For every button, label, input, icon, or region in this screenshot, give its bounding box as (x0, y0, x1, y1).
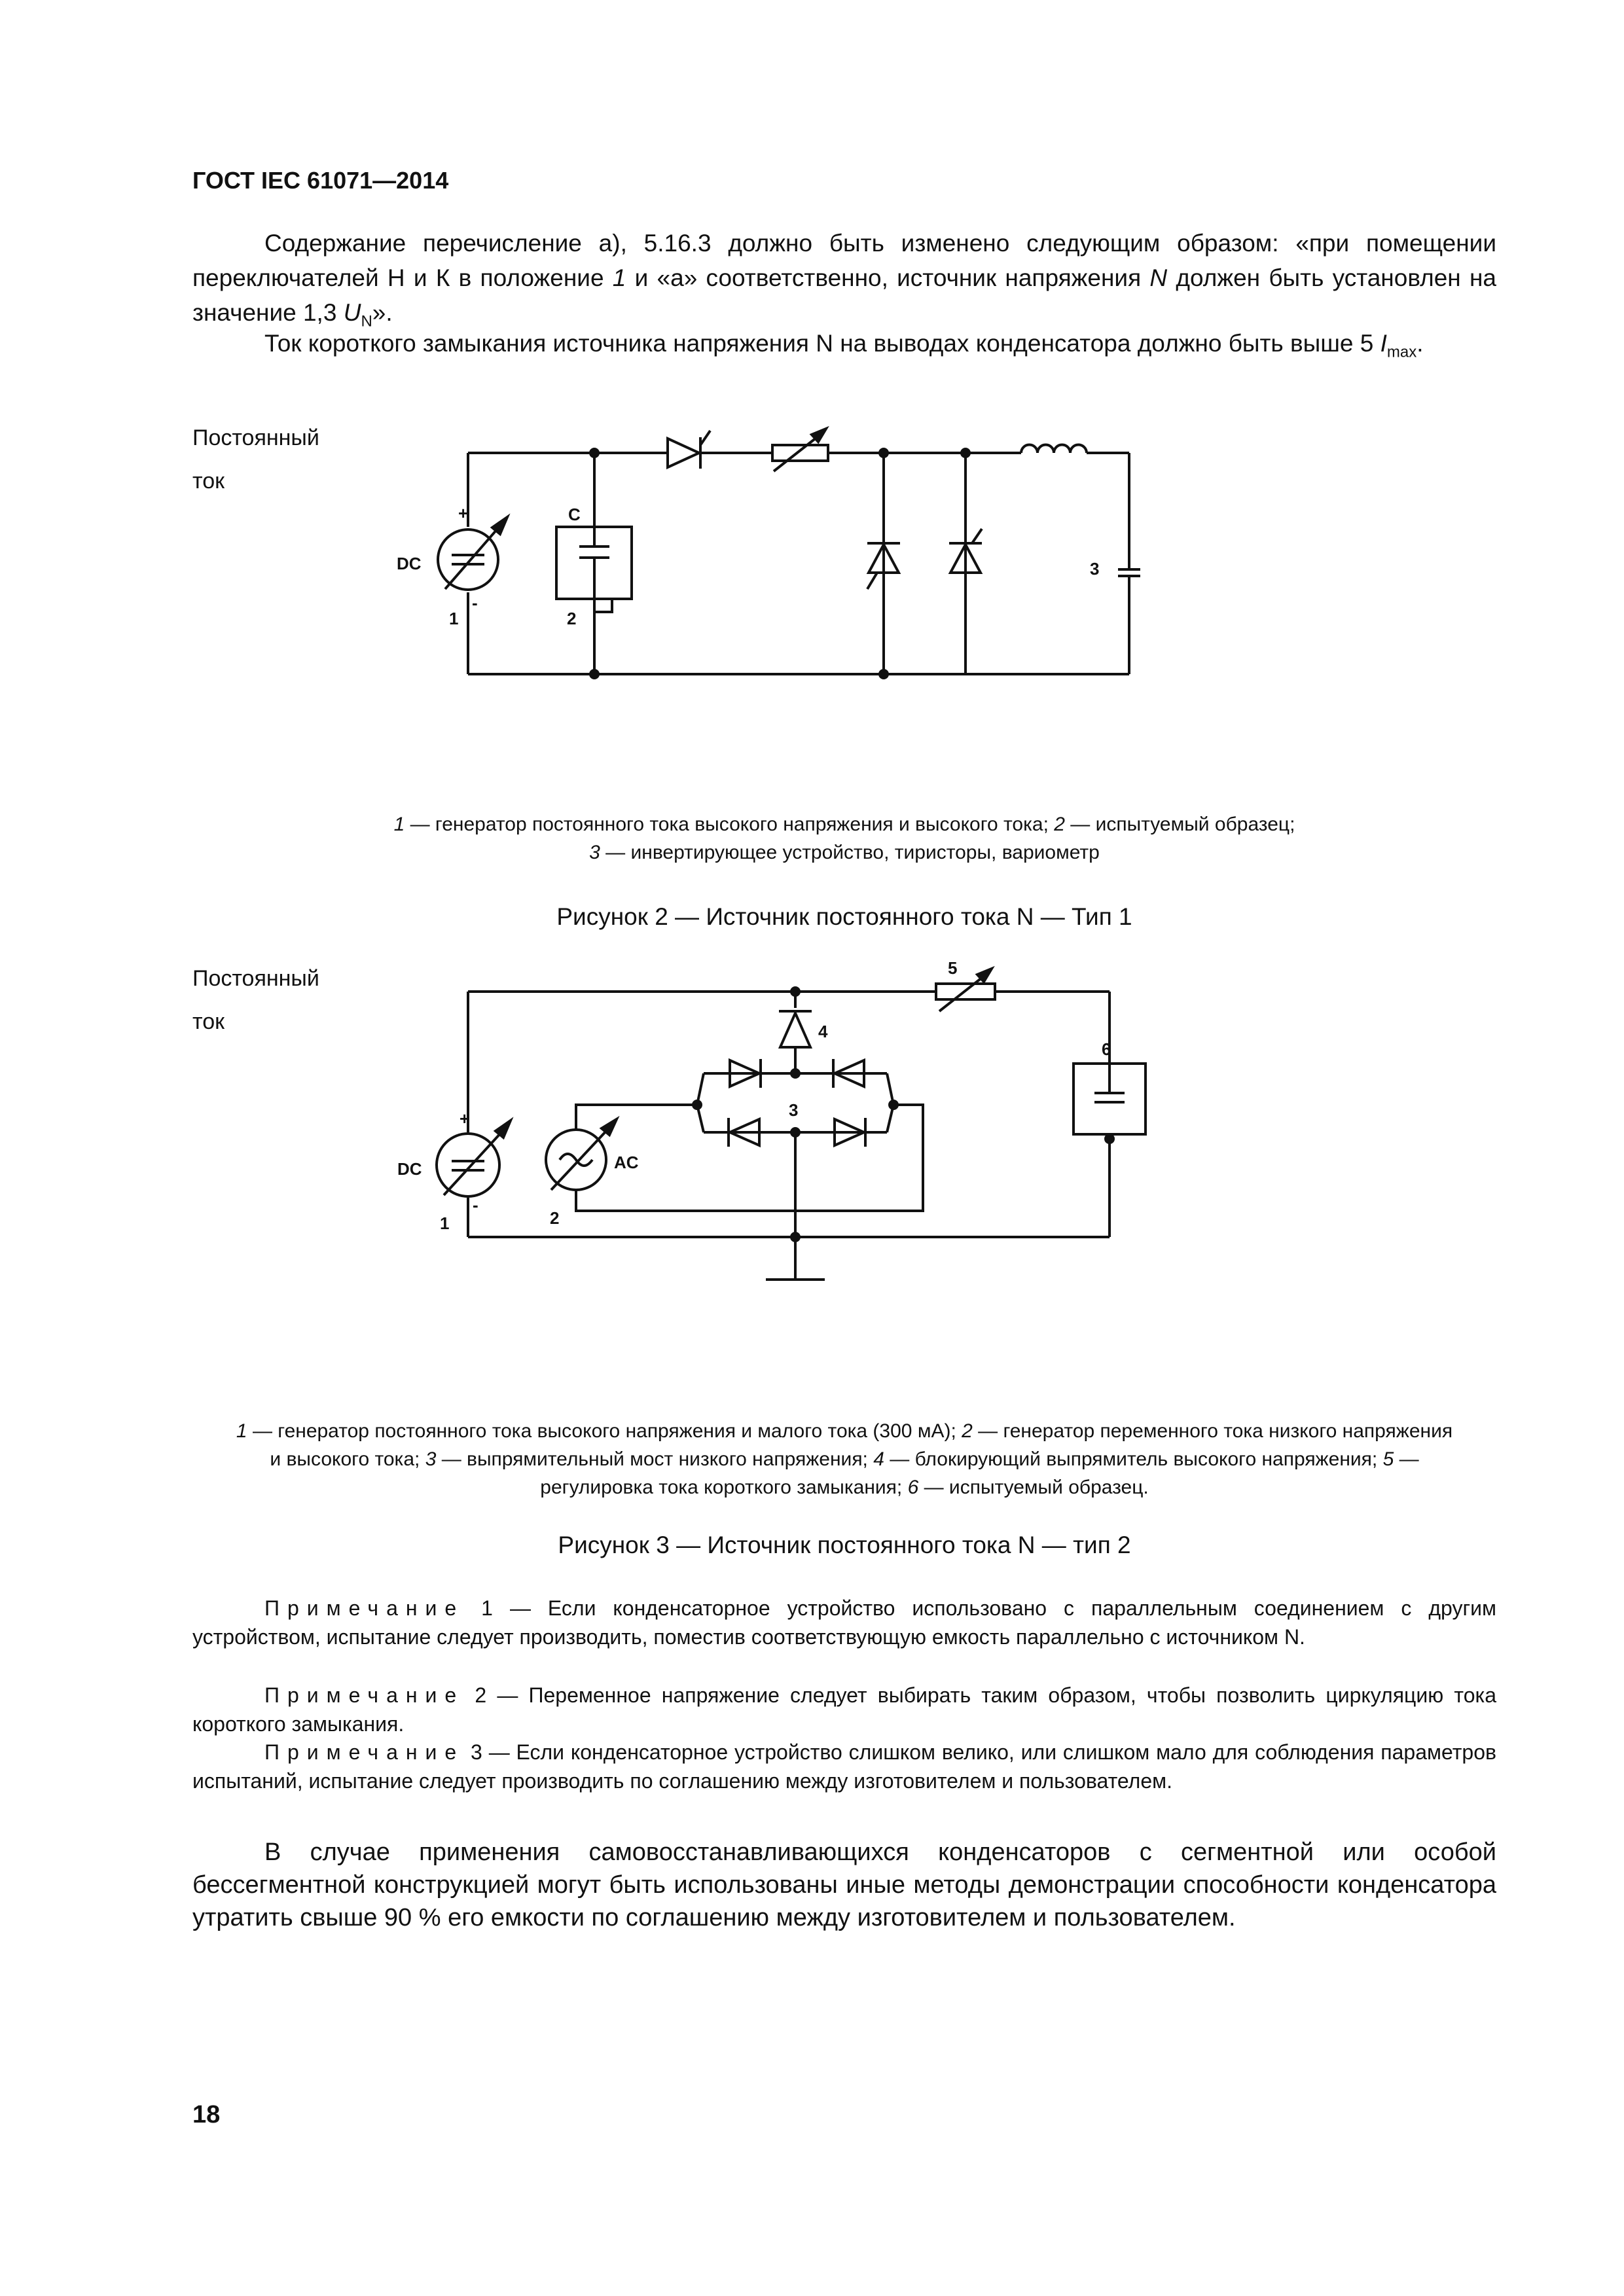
figure2-side-label-line1: Постоянный (192, 425, 319, 450)
final-paragraph: В случае применения самовосстанавливающихся конденсаторов с сегментной или особой бессегментной конструкцией могут быть использованы иные методы демонстрации способности конденсатора утратить свыше 90 % его емкости по соглашению между изготовителем и пользователем. (192, 1839, 1496, 1931)
p2-i: I (1380, 330, 1387, 357)
paragraph-2 (192, 326, 1496, 369)
f3c-t5: — регулировка тока короткого замыкания; (540, 1448, 1419, 1498)
figure2-side-label-line2: ток (192, 469, 225, 493)
note-2-label: Примечание (264, 1683, 465, 1707)
note-3-label: Примечание (264, 1740, 465, 1764)
figure3-side-label (192, 957, 319, 1043)
f3c-n1: 1 (236, 1420, 247, 1442)
fig3-plus: + (460, 1109, 470, 1128)
figure3-title: Рисунок 3 — Источник постоянного тока N — тип 2 (558, 1532, 1131, 1558)
f3c-t2: — генератор переменного тока низкого напряжения и высокого тока; (270, 1420, 1453, 1470)
f2c-t3: — инвертирующее устройство, тиристоры, вариометр (600, 842, 1100, 863)
f3c-n4: 4 (873, 1448, 884, 1470)
f3c-n5: 5 (1382, 1448, 1394, 1470)
fig3-label-5: 5 (948, 958, 958, 978)
p1-n: N (1149, 264, 1168, 291)
figure2-circuit-diagram (393, 419, 1152, 707)
paragraph-1 (192, 226, 1496, 338)
page-number: 18 (192, 2101, 221, 2128)
p1-end: ». (372, 299, 393, 326)
figure2-caption (192, 810, 1496, 867)
f3c-t3: — выпрямительный мост низкого напряжения; (436, 1448, 874, 1470)
fig3-ac-label: AC (614, 1153, 639, 1172)
p1-mid2: должен быть установлен на значение 1,3 (192, 264, 1496, 326)
thyristor-icon (668, 439, 699, 467)
blocking-diode-icon (780, 1013, 810, 1047)
figure3-side-label-line1: Постоянный (192, 966, 319, 991)
fig3-minus: - (473, 1195, 478, 1215)
p2-end: . (1416, 330, 1424, 357)
f3c-t1: — генератор постоянного тока высокого напряжения и малого тока (300 мА); (247, 1420, 962, 1442)
note-1-text: 1 — Если конденсаторное устройство использовано с параллельным соединением с другим устройством, испытание следует производить, поместив соответствующую емкость параллельно с источником N. (192, 1596, 1496, 1649)
fig2-c-label: C (568, 505, 581, 524)
note-1-label: Примечание (264, 1596, 465, 1620)
f2c-n3: 3 (589, 842, 600, 863)
p1-position: 1 (612, 264, 626, 291)
f3c-t6: — испытуемый образец. (918, 1477, 1149, 1498)
fig2-label-3: 3 (1090, 559, 1100, 579)
note-2 (192, 1681, 1496, 1738)
fig2-dc-label: DC (397, 554, 422, 573)
figure2-side-label (192, 416, 319, 503)
fig2-label-1: 1 (449, 609, 459, 628)
p1-u: U (343, 299, 361, 326)
p1-mid: и «а» соответственно, источник напряжения (626, 264, 1150, 291)
fig3-label-1: 1 (440, 1213, 450, 1233)
document-header: ГОСТ IEC 61071—2014 (192, 167, 449, 194)
note-3-text: 3 — Если конденсаторное устройство слишком велико, или слишком мало для соблюдения параметров испытаний, испытание следует производить по соглашению между изготовителем и пользователем. (192, 1740, 1496, 1793)
f2c-t1: — генератор постоянного тока высокого напряжения и высокого тока; (405, 814, 1055, 835)
variable-resistor-icon (772, 445, 828, 461)
f3c-n3: 3 (425, 1448, 437, 1470)
note-3 (192, 1738, 1496, 1795)
p2-text: Ток короткого замыкания источника напряжения N на выводах конденсатора должно быть выше 5 (264, 330, 1380, 357)
note-1 (192, 1594, 1496, 1651)
f2c-t2: — испытуемый образец; (1064, 814, 1295, 835)
fig3-label-3: 3 (789, 1100, 799, 1120)
p1-u-sub: N (361, 312, 372, 331)
figure3-circuit-diagram (393, 956, 1152, 1296)
figure3-caption (236, 1417, 1453, 1501)
fig3-label-4: 4 (818, 1022, 828, 1041)
p1-text: Содержание перечисление а), 5.16.3 должно быть изменено следующим образом: «при помещении переключателей Н и К в положение (192, 230, 1496, 291)
fig2-plus: + (458, 503, 469, 523)
note-2-text: 2 — Переменное напряжение следует выбирать таким образом, чтобы позволить циркуляцию тока короткого замыкания. (192, 1683, 1496, 1736)
figure2-title: Рисунок 2 — Источник постоянного тока N — Тип 1 (556, 903, 1132, 930)
f3c-n6: 6 (907, 1477, 919, 1498)
fig3-label-2: 2 (550, 1208, 560, 1228)
fig3-label-6: 6 (1102, 1039, 1111, 1059)
inductor-icon (1021, 445, 1087, 454)
fig2-minus: - (472, 593, 478, 613)
f3c-n2: 2 (962, 1420, 973, 1442)
fig3-dc-label: DC (397, 1159, 422, 1179)
f3c-t4: — блокирующий выпрямитель высокого напряжения; (884, 1448, 1383, 1470)
f2c-n1: 1 (393, 814, 405, 835)
p2-i-sub: max (1386, 343, 1417, 361)
fig2-label-2: 2 (567, 609, 577, 628)
f2c-n2: 2 (1054, 814, 1065, 835)
figure3-side-label-line2: ток (192, 1009, 225, 1034)
